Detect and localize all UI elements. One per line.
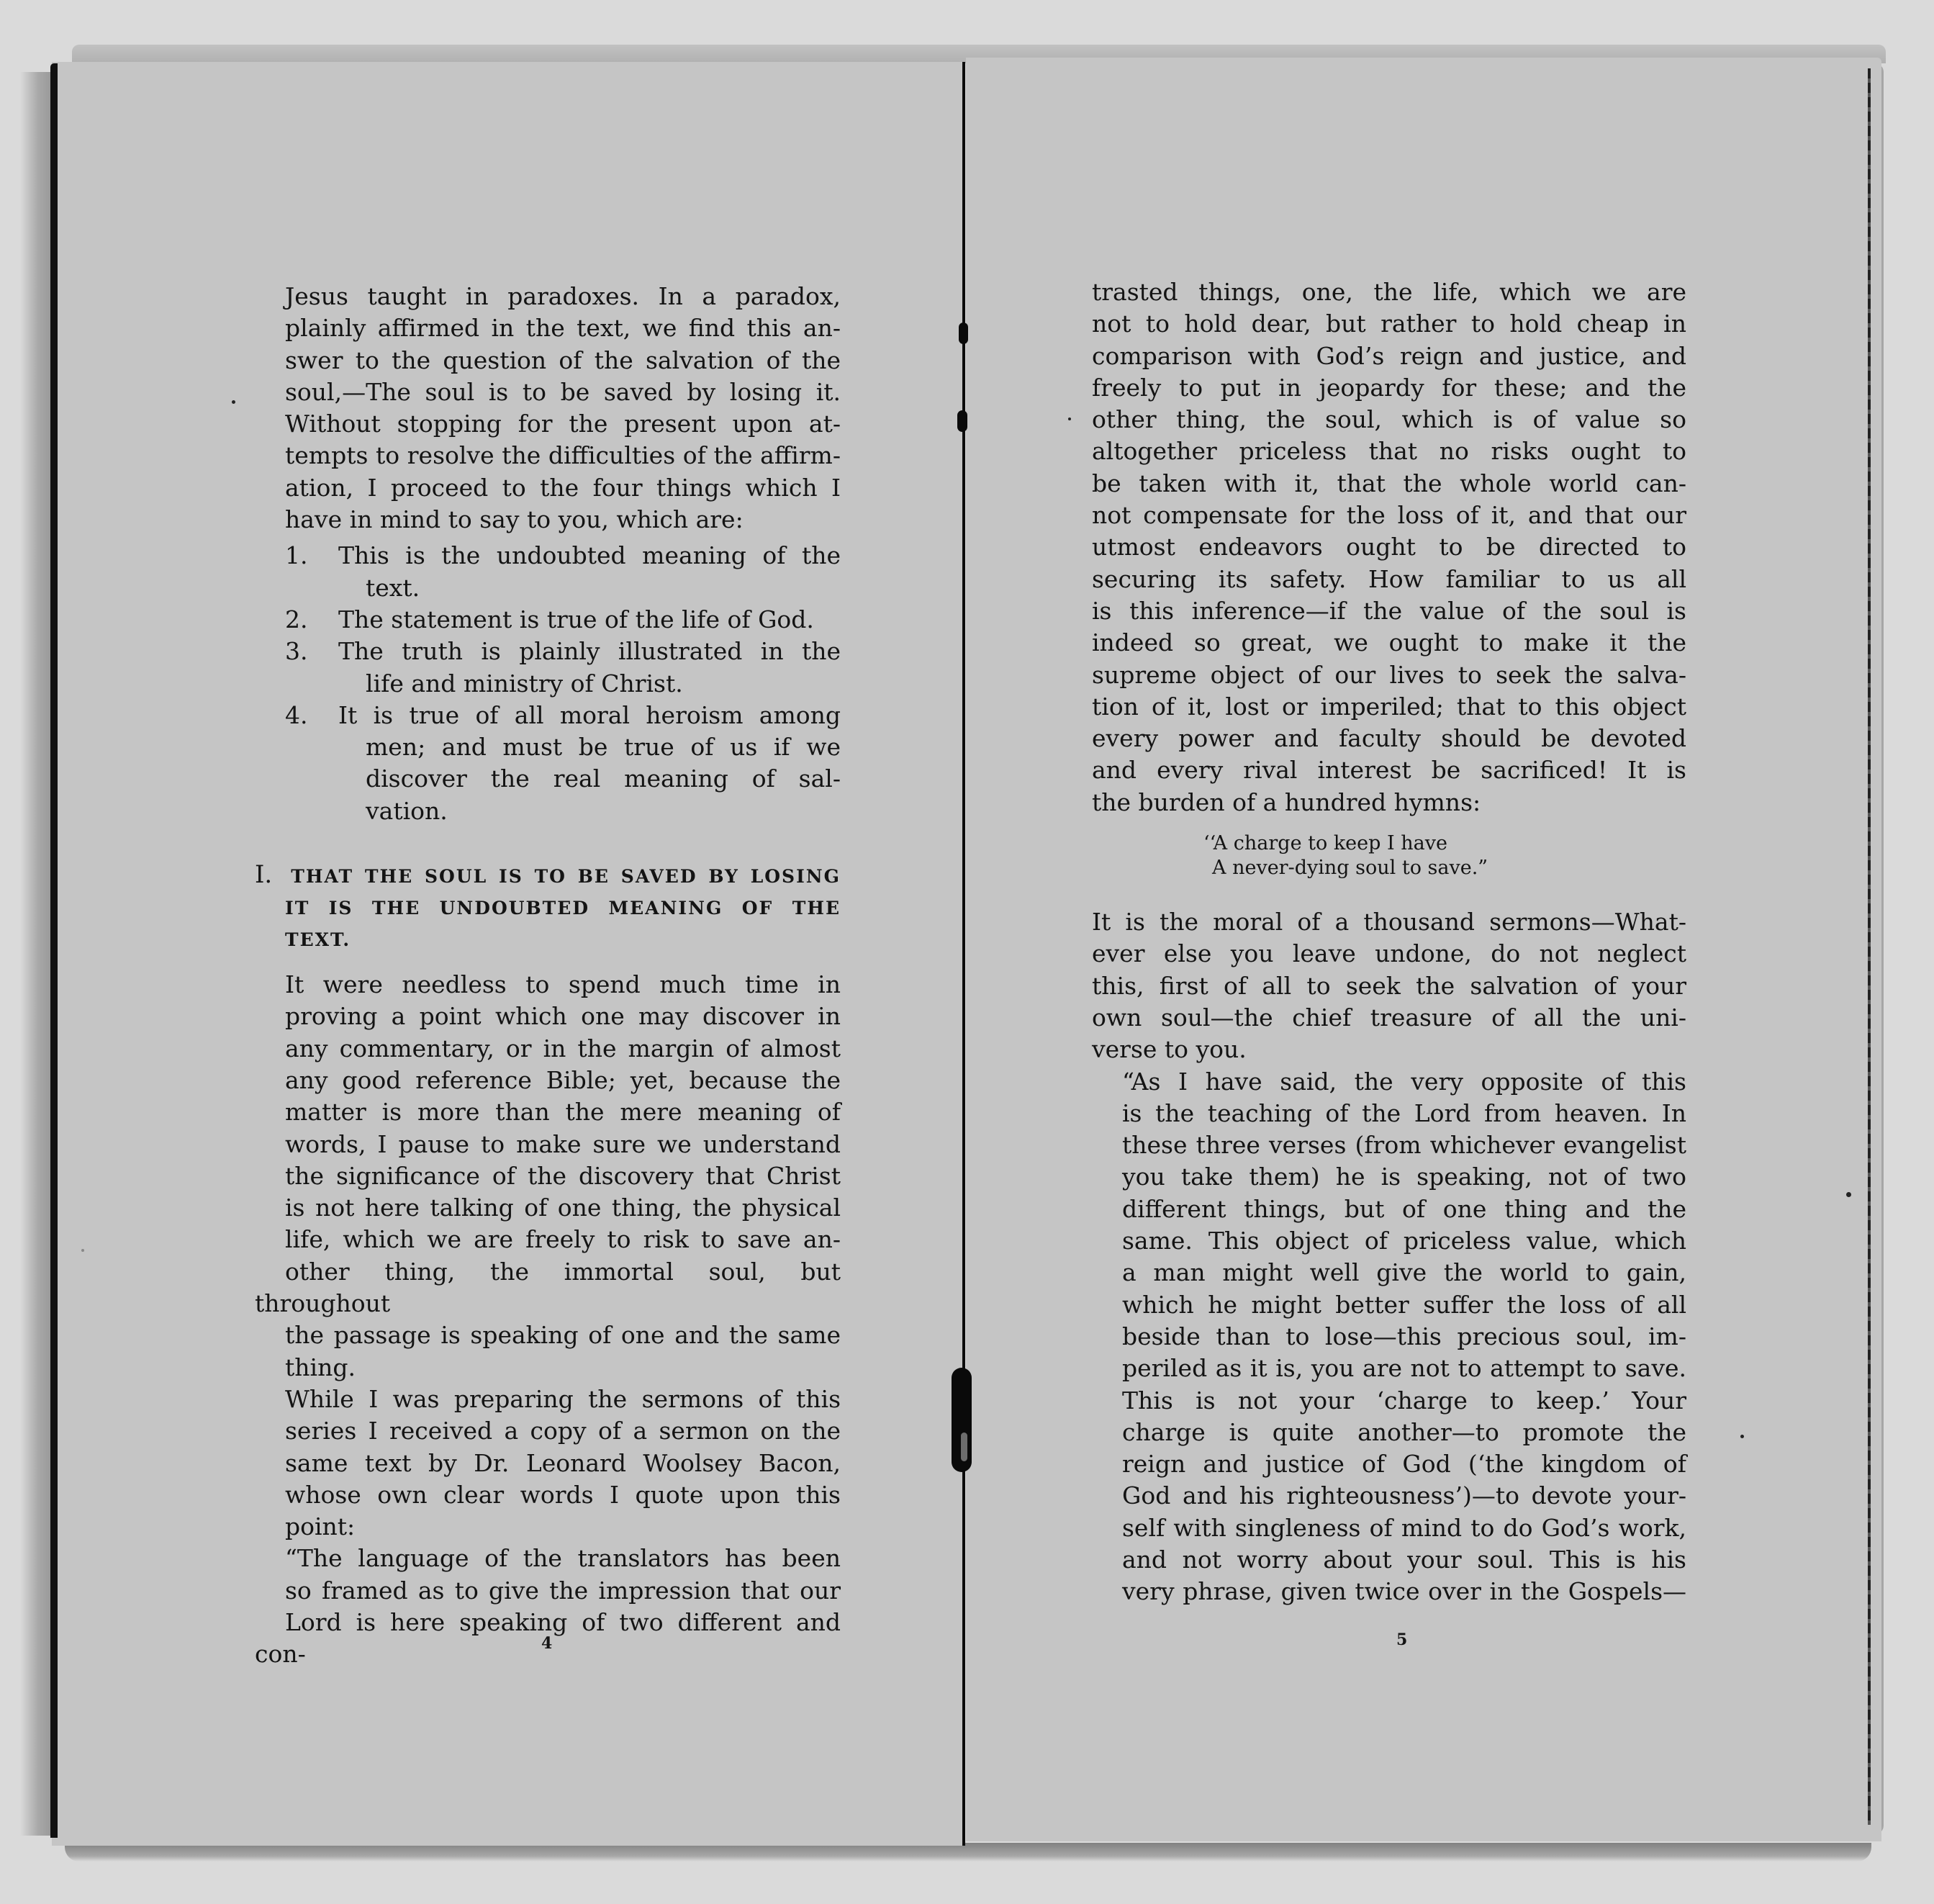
moral-paragraph bbox=[1092, 906, 1686, 1065]
text-line: words, I pause to make sure we understand bbox=[285, 1129, 841, 1158]
left-cover-edge bbox=[50, 63, 58, 1838]
text-line: very phrase, given twice over in the Gospels— bbox=[1122, 1577, 1686, 1606]
page-number-right: 5 bbox=[1396, 1630, 1408, 1649]
left-page-text bbox=[255, 281, 841, 1671]
text-line: plainly affirmed in the text, we find this an- bbox=[285, 314, 841, 343]
text-line: ation, I proceed to the four things which I bbox=[285, 473, 841, 502]
text-line: proving a point which one may discover in bbox=[285, 1002, 841, 1031]
text-line: soul,—The soul is to be saved by losing it. bbox=[285, 377, 841, 406]
hymn-line: ‘‘A charge to keep I have bbox=[1203, 832, 1447, 855]
paper-speck bbox=[1068, 418, 1071, 420]
list-number: 3. bbox=[285, 637, 308, 666]
text-line: text. bbox=[366, 573, 420, 602]
quotation-paragraph-2 bbox=[1092, 1066, 1686, 1608]
text-line: have in mind to say to you, which are: bbox=[285, 505, 744, 534]
text-line: which he might better suffer the loss of all bbox=[1122, 1290, 1686, 1319]
text-line: different things, but of one thing and the bbox=[1122, 1194, 1686, 1223]
list-item bbox=[255, 540, 841, 604]
binding-stitch-top bbox=[959, 322, 968, 344]
text-line: trasted things, one, the life, which we are bbox=[1092, 278, 1686, 306]
text-line: It is the moral of a thousand sermons—What- bbox=[1092, 908, 1686, 937]
text-line: you take them) he is speaking, not of two bbox=[1122, 1163, 1686, 1191]
text-line: It is true of all moral heroism among bbox=[338, 700, 841, 729]
text-line: men; and must be true of us if we bbox=[366, 733, 841, 762]
hymn-line: A never-dying soul to save.” bbox=[1212, 857, 1488, 880]
heading-text: THAT THE SOUL IS TO BE SAVED BY LOSING bbox=[291, 866, 841, 888]
text-line: thing. bbox=[285, 1353, 356, 1381]
binding-staple bbox=[952, 1368, 972, 1472]
text-line: The statement is true of the life of God. bbox=[338, 605, 814, 633]
list-item bbox=[255, 700, 841, 827]
text-line: is not here talking of one thing, the physical bbox=[285, 1194, 841, 1222]
section-numeral: I. bbox=[255, 860, 273, 890]
heading-line: IT IS THE UNDOUBTED MEANING OF THE bbox=[285, 898, 841, 919]
paper-speck bbox=[232, 400, 235, 404]
text-line: “As I have said, the very opposite of this bbox=[1122, 1067, 1686, 1096]
text-line: securing its safety. How familiar to us all bbox=[1092, 564, 1686, 593]
text-line: any commentary, or in the margin of almost bbox=[285, 1034, 841, 1062]
text-line: the burden of a hundred hymns: bbox=[1092, 788, 1481, 816]
cover-edge-shadow bbox=[20, 72, 50, 1836]
text-line: matter is more than the mere meaning of bbox=[285, 1098, 841, 1127]
body-paragraph-1 bbox=[255, 969, 841, 1384]
text-line: other thing, the immortal soul, but throughout bbox=[255, 1257, 841, 1318]
continued-paragraph bbox=[1092, 276, 1686, 818]
text-line: discover the real meaning of sal- bbox=[366, 764, 841, 793]
hymn-quotation bbox=[1203, 831, 1686, 880]
text-line: and not worry about your soul. This is his bbox=[1122, 1545, 1686, 1574]
right-page-text bbox=[1092, 276, 1686, 1608]
text-line: so framed as to give the impression that our bbox=[285, 1576, 841, 1605]
text-line: not to hold dear, but rather to hold cheap in bbox=[1092, 310, 1686, 338]
text-line: any good reference Bible; yet, because the bbox=[285, 1065, 841, 1094]
text-line: Without stopping for the present upon at- bbox=[285, 410, 841, 438]
list-number: 4. bbox=[285, 700, 308, 729]
text-line: verse to you. bbox=[1092, 1035, 1247, 1064]
text-line: point: bbox=[285, 1512, 356, 1541]
text-line: this, first of all to seek the salvation of your bbox=[1092, 971, 1686, 1000]
text-line: The truth is plainly illustrated in the bbox=[338, 637, 841, 666]
text-line: God and his righteousness’)—to devote your- bbox=[1122, 1481, 1686, 1510]
body-paragraph-2 bbox=[255, 1384, 841, 1543]
page-number-left: 4 bbox=[541, 1634, 553, 1653]
text-line: these three verses (from whichever evangelist bbox=[1122, 1131, 1686, 1160]
text-line: altogether priceless that no risks ought to bbox=[1092, 437, 1686, 466]
text-line: While I was preparing the sermons of this bbox=[285, 1384, 841, 1413]
binding-stitch-upper bbox=[957, 410, 967, 432]
text-line: the significance of the discovery that Christ bbox=[285, 1161, 841, 1190]
text-line: This is the undoubted meaning of the bbox=[338, 541, 841, 570]
intro-paragraph-2 bbox=[255, 408, 841, 536]
text-line: the passage is speaking of one and the same bbox=[285, 1321, 841, 1350]
text-line: comparison with God’s reign and justice, and bbox=[1092, 341, 1686, 370]
list-item bbox=[255, 636, 841, 700]
text-line: own soul—the chief treasure of all the uni- bbox=[1092, 1003, 1686, 1032]
paper-speck bbox=[1740, 1435, 1744, 1438]
text-line: not compensate for the loss of it, and that our bbox=[1092, 501, 1686, 530]
text-line: ever else you leave undone, do not neglect bbox=[1092, 939, 1686, 968]
heading-line: TEXT. bbox=[285, 929, 351, 951]
text-line: indeed so great, we ought to make it the bbox=[1092, 628, 1686, 657]
text-line: self with singleness of mind to do God’s work, bbox=[1122, 1513, 1686, 1542]
text-line: and every rival interest be sacrificed! It is bbox=[1092, 756, 1686, 785]
right-page-edge bbox=[1868, 68, 1871, 1825]
section-heading bbox=[255, 859, 841, 956]
text-line: life, which we are freely to risk to save an- bbox=[285, 1225, 841, 1254]
text-line: life and ministry of Christ. bbox=[366, 669, 683, 698]
text-line: “The language of the translators has been bbox=[285, 1544, 841, 1573]
paper-speck bbox=[1846, 1192, 1851, 1197]
text-line: same. This object of priceless value, which bbox=[1122, 1227, 1686, 1255]
text-line: same text by Dr. Leonard Woolsey Bacon, bbox=[285, 1448, 841, 1477]
text-line: beside than to lose—this precious soul, im- bbox=[1122, 1322, 1686, 1350]
text-line: tion of it, lost or imperiled; that to this object bbox=[1092, 692, 1686, 721]
text-line: is this inference—if the value of the soul is bbox=[1092, 596, 1686, 625]
text-line: every power and faculty should be devoted bbox=[1092, 724, 1686, 753]
text-line: be taken with it, that the whole world can- bbox=[1092, 469, 1686, 497]
text-line: This is not your ‘charge to keep.’ Your bbox=[1122, 1386, 1686, 1415]
paper-speck bbox=[81, 1249, 84, 1252]
text-line: supreme object of our lives to seek the salva- bbox=[1092, 660, 1686, 689]
text-line: swer to the question of the salvation of the bbox=[285, 346, 841, 374]
text-line: other thing, the soul, which is of value so bbox=[1092, 405, 1686, 434]
text-line: tempts to resolve the difficulties of the affirm- bbox=[285, 441, 841, 470]
text-line: utmost endeavors ought to be directed to bbox=[1092, 533, 1686, 561]
text-line: It were needless to spend much time in bbox=[285, 970, 841, 999]
text-line: series I received a copy of a sermon on the bbox=[285, 1417, 841, 1445]
numbered-points-list bbox=[255, 540, 841, 827]
text-line: whose own clear words I quote upon this bbox=[285, 1480, 841, 1509]
list-number: 1. bbox=[285, 541, 308, 570]
text-line: periled as it is, you are not to attempt to save. bbox=[1122, 1354, 1686, 1383]
text-line: freely to put in jeopardy for these; and the bbox=[1092, 373, 1686, 402]
list-number: 2. bbox=[285, 605, 308, 633]
text-line: a man might well give the world to gain, bbox=[1122, 1258, 1686, 1287]
text-line: vation. bbox=[366, 796, 448, 825]
text-line: Lord is here speaking of two different and con- bbox=[255, 1607, 841, 1669]
text-line: is the teaching of the Lord from heaven. In bbox=[1122, 1098, 1686, 1127]
heading-line bbox=[255, 859, 841, 893]
text-line: charge is quite another—to promote the bbox=[1122, 1417, 1686, 1446]
text-line: Jesus taught in paradoxes. In a paradox, bbox=[285, 282, 841, 310]
text-line: reign and justice of God (‘the kingdom of bbox=[1122, 1450, 1686, 1479]
intro-paragraph-1 bbox=[255, 281, 841, 408]
list-item bbox=[255, 604, 841, 636]
